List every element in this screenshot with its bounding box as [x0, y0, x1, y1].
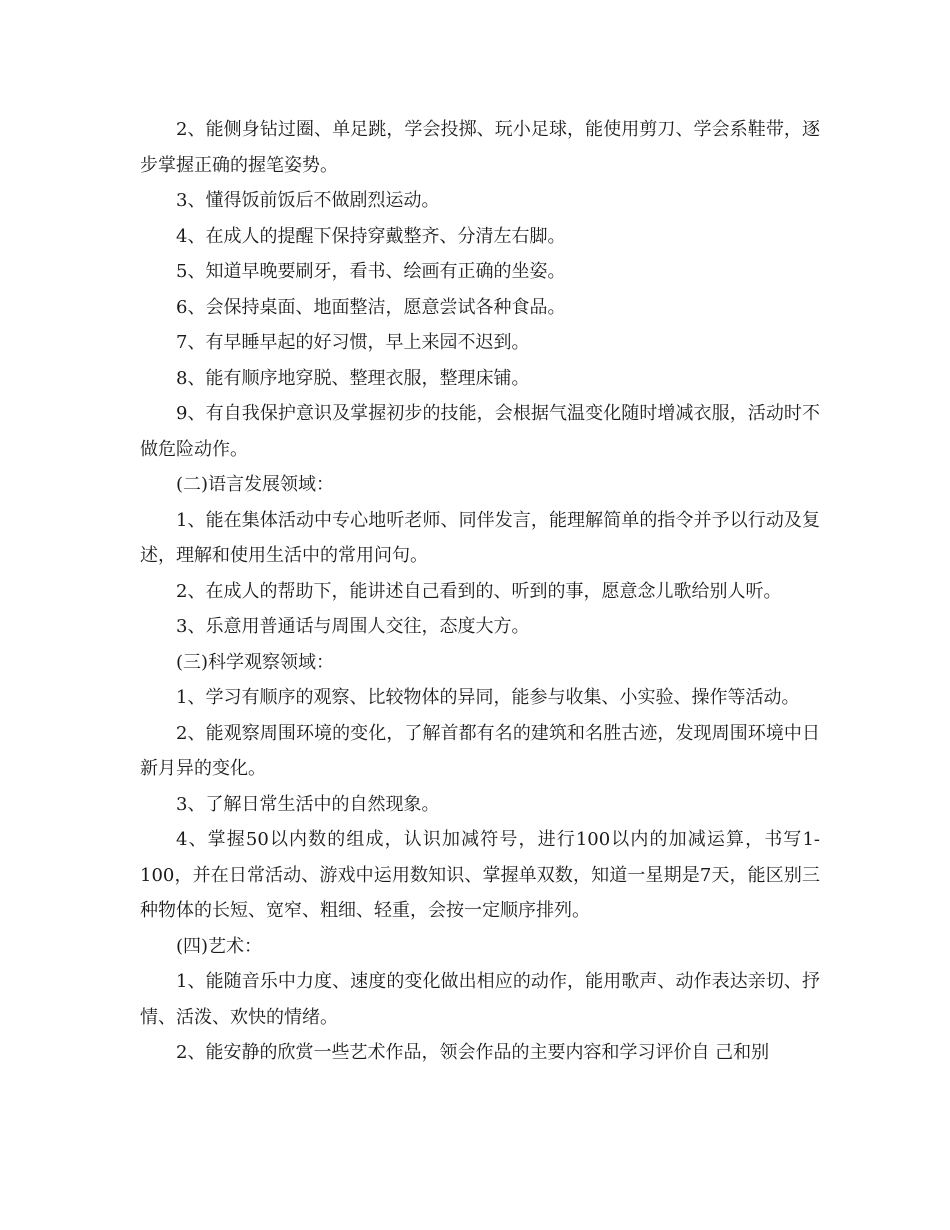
paragraph-observation: 1、学习有顺序的观察、比较物体的异同，能参与收集、小实验、操作等活动。 — [176, 687, 800, 708]
paragraph-listening: 1、能在集体活动中专心地听老师、同伴发言，能理解简单的指令并予以行动及复述，理解和使用生活中的常用问句。 — [140, 509, 820, 566]
paragraph-storytelling: 2、在成人的帮助下，能讲述自己看到的、听到的事，愿意念儿歌给别人听。 — [176, 580, 782, 602]
paragraph-music-movement: 1、能随音乐中力度、速度的变化做出相应的动作，能用歌声、动作表达亲切、抒情、活泼、欢快的情绪。 — [140, 971, 820, 1028]
paragraph-dress-neatly: 4、在成人的提醒下保持穿戴整齐、分清左右脚。 — [176, 225, 566, 247]
paragraph-art-appreciation: 2、能安静的欣赏一些艺术作品，领会作品的主要内容和学习评价自 己和别 — [176, 1042, 770, 1063]
paragraph-environment: 2、能观察周围环境的变化，了解首都有名的建筑和名胜古迹，发现周围环境中日新月异的变化。 — [140, 722, 820, 779]
paragraph-early-sleep: 7、有早睡早起的好习惯，早上来园不迟到。 — [176, 332, 530, 353]
paragraph-tidy-table: 6、会保持桌面、地面整洁，愿意尝试各种食品。 — [176, 296, 566, 318]
paragraph-mandarin: 3、乐意用普通话与周围人交往，态度大方。 — [176, 616, 530, 637]
paragraph-self-protection: 9、有自我保护意识及掌握初步的技能，会根据气温变化随时增减衣服，活动时不做危险动作。 — [140, 403, 820, 460]
paragraph-no-exercise-after-meals: 3、懂得饭前饭后不做剧烈运动。 — [176, 190, 440, 211]
document-body — [140, 112, 820, 1071]
paragraph-motor-skills: 2、能侧身钻过圈、单足跳，学会投掷、玩小足球，能使用剪刀、学会系鞋带，逐步掌握正确的握笔姿势。 — [140, 119, 820, 176]
paragraph-natural-phenomena: 3、了解日常生活中的自然现象。 — [176, 793, 440, 815]
paragraph-numbers: 4、掌握50以内数的组成，认识加减符号，进行100以内的加减运算，书写1-100，并在日常活动、游戏中运用数知识、掌握单双数，知道一星期是7天，能区别三种物体的长短、宽窄、粗细、轻重，会按一定顺序排列。 — [140, 829, 820, 921]
section-heading-art: (四)艺术： — [176, 935, 263, 957]
section-heading-science: (三)科学观察领域： — [176, 651, 335, 673]
paragraph-dressing-order: 8、能有顺序地穿脱、整理衣服，整理床铺。 — [176, 367, 530, 389]
section-heading-language: (二)语言发展领域： — [176, 474, 335, 495]
paragraph-brush-teeth: 5、知道早晚要刷牙，看书、绘画有正确的坐姿。 — [176, 261, 566, 282]
